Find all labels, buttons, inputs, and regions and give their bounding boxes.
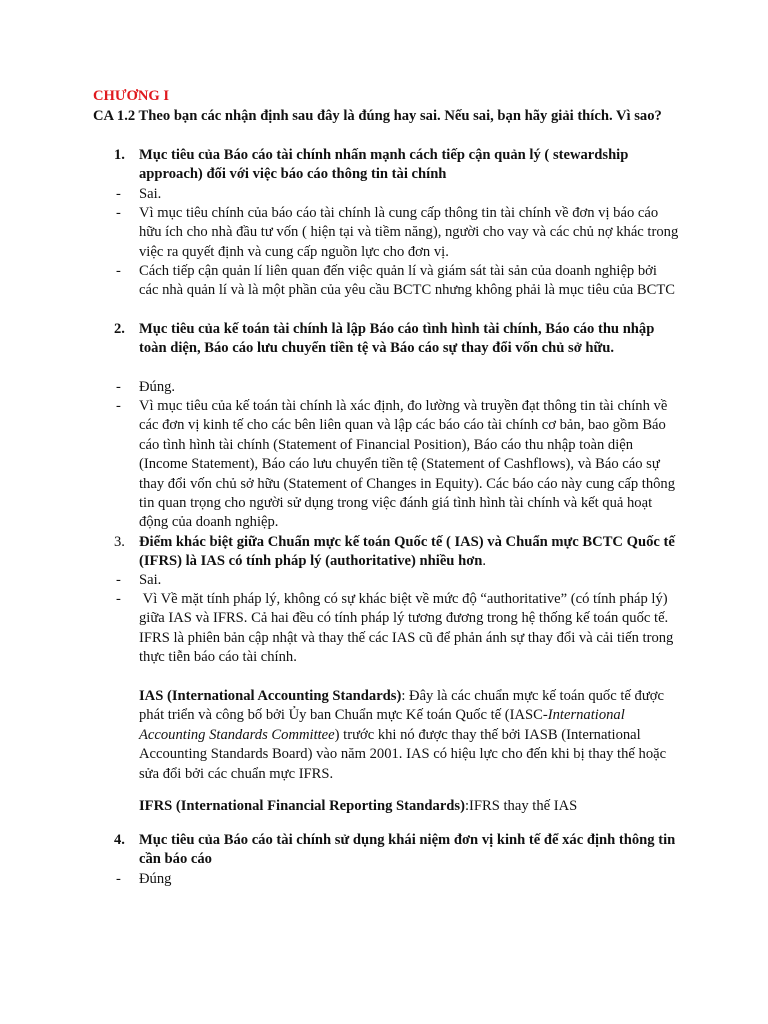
- question-1-number: 1.: [114, 147, 125, 163]
- question-2-answer: Đúng.: [139, 379, 176, 395]
- chapter-heading: CHƯƠNG I: [93, 88, 170, 104]
- ias-term: IAS (International Accounting Standards): [139, 688, 402, 704]
- ias-text-2: ) trước khi nó được thay thế bởi IASB (International Accounting Standards Board) vào năm 2001. IAS có hiệu lực cho đến khi bị thay thế hoặc sửa đổi bởi các chuẩn mực IFRS.: [139, 726, 667, 782]
- question-4-number: 4.: [114, 832, 125, 848]
- question-3-answer: Sai.: [139, 572, 162, 588]
- question-3-text-end: .: [482, 553, 487, 570]
- question-3-text-main: Điểm khác biệt giữa Chuẩn mực kế toán Quốc tế ( IAS) và Chuẩn mực BCTC Quốc tế (IFRS) là IAS có tính pháp lý (authoritative) nhiều hơn: [139, 534, 675, 570]
- question-1-answer: Sai.: [139, 186, 162, 202]
- question-1-text: Mục tiêu của Báo cáo tài chính nhấn mạnh cách tiếp cận quản lý ( stewardship approach) đối với việc báo cáo thông tin tài chính: [139, 147, 629, 183]
- bullet-dash: -: [116, 263, 121, 279]
- bullet-dash: -: [116, 398, 121, 414]
- question-3-number: 3.: [114, 534, 125, 550]
- question-3-text: [139, 533, 684, 572]
- question-4-text: Mục tiêu của Báo cáo tài chính sử dụng khái niệm đơn vị kinh tế để xác định thông tin cần báo cáo: [139, 832, 676, 868]
- bullet-dash: -: [116, 572, 121, 588]
- ias-committee: International Accounting Standards Committee: [139, 707, 625, 743]
- ias-definition: [139, 687, 684, 784]
- question-2-number: 2.: [114, 321, 125, 337]
- bullet-dash: -: [116, 871, 121, 887]
- question-1-explanation-2: Cách tiếp cận quản lí liên quan đến việc quản lí và giám sát tài sản của doanh nghiệp bởi các nhà quản lí và là một phần của yêu cầu BCTC nhưng không phải là mục tiêu của BCTC: [139, 263, 675, 299]
- bullet-dash: -: [116, 186, 121, 202]
- question-1-explanation-1: Vì mục tiêu chính của báo cáo tài chính là cung cấp thông tin tài chính về đơn vị báo cáo hữu ích cho nhà đầu tư vốn ( hiện tại và tiềm năng), người cho vay và các chủ nợ khác trong việc ra quyết định và cung cấp nguồn lực cho đơn vị.: [139, 205, 679, 260]
- question-3-explanation: Vì Về mặt tính pháp lý, không có sự khác biệt về mức độ “authoritative” (có tính pháp lý) giữa IAS và IFRS. Cả hai đều có tính pháp lý tương đương trong hệ thống kế toán quốc tế. IFRS là phiên bản cập nhật và thay thế các IAS cũ để phản ánh sự thay đổi và cải tiến trong thực tiễn báo cáo tài chính.: [139, 591, 678, 666]
- bullet-dash: -: [116, 591, 121, 607]
- ifrs-definition: [139, 797, 684, 816]
- ias-text-1: : Đây là các chuẩn mực kế toán quốc tế được phát triển và công bố bởi Ủy ban Chuẩn mực Kế toán Quốc tế (IASC-: [139, 688, 664, 724]
- ifrs-term: IFRS (International Financial Reporting Standards): [139, 798, 465, 814]
- question-4-answer: Đúng: [139, 871, 172, 887]
- question-2-explanation: Vì mục tiêu của kế toán tài chính là xác định, đo lường và truyền đạt thông tin tài chính về các đơn vị kinh tế cho các bên liên quan và lập các báo cáo tài chính cơ bản, bao gồm Báo cáo tình hình tài chính (Statement of Financial Position), Báo cáo thu nhập toàn diện (Income Statement), Báo cáo lưu chuyển tiền tệ (Statement of Cashflows), và Báo cáo sự thay đổi vốn chủ sở hữu (Statement of Changes in Equity). Các báo cáo này cung cấp thông tin quan trọng cho người sử dụng trong việc đánh giá tình hình tài chính và kết quả hoạt động của doanh nghiệp.: [139, 398, 676, 531]
- question-2-text: Mục tiêu của kế toán tài chính là lập Báo cáo tình hình tài chính, Báo cáo thu nhập toàn diện, Báo cáo lưu chuyển tiền tệ và Báo cáo sự thay đổi vốn chủ sở hữu.: [139, 321, 655, 357]
- bullet-dash: -: [116, 205, 121, 221]
- ifrs-text: :IFRS thay thế IAS: [464, 798, 578, 814]
- bullet-dash: -: [116, 379, 121, 395]
- exercise-heading: CA 1.2 Theo bạn các nhận định sau đây là đúng hay sai. Nếu sai, bạn hãy giải thích. Vì sao?: [93, 108, 662, 124]
